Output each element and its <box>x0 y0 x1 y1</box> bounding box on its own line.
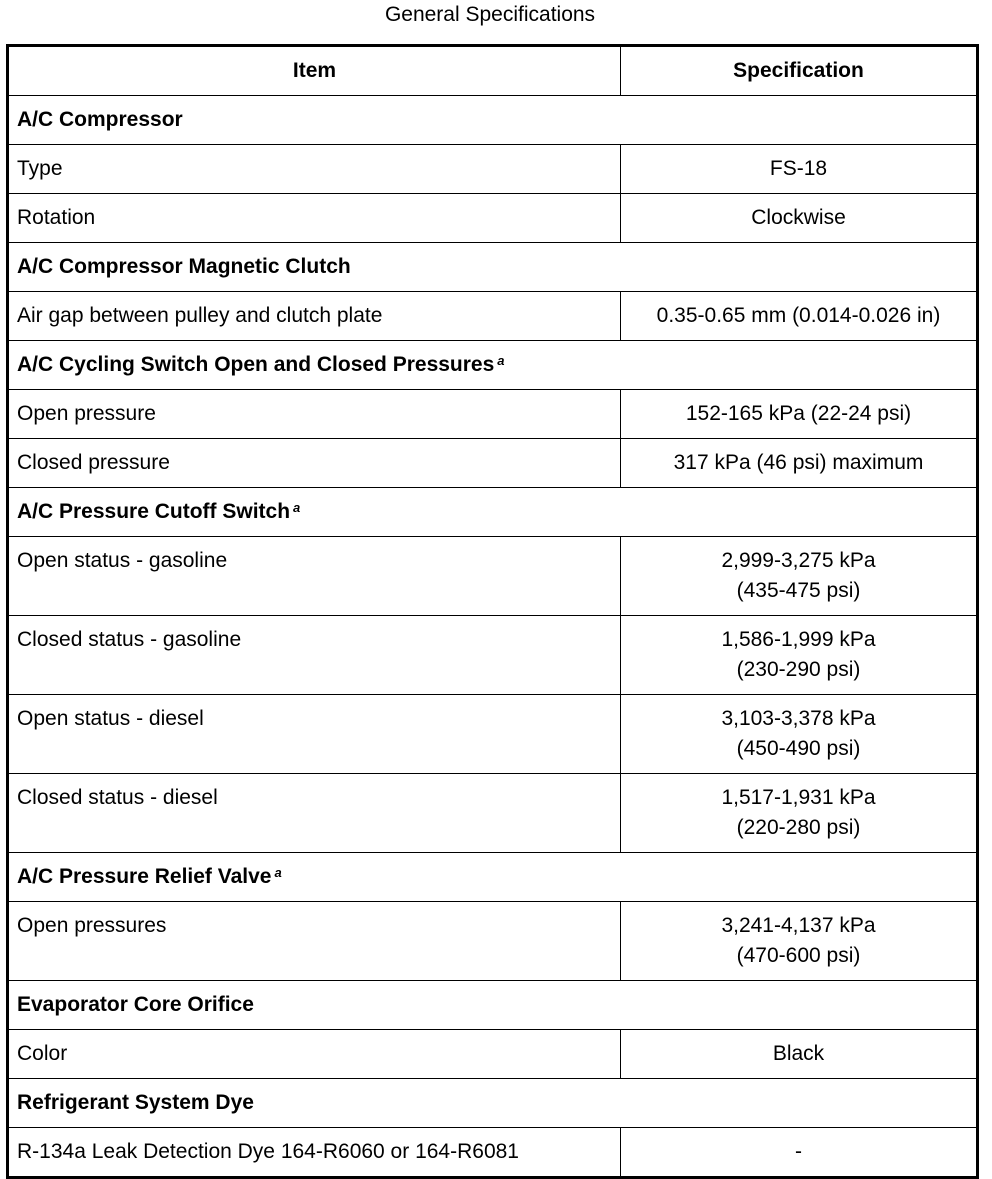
spec-line: (435-475 psi) <box>736 579 861 602</box>
item-cell: Open status - gasoline <box>8 537 621 616</box>
section-title: A/C Pressure Cutoff Switch <box>17 500 291 523</box>
footnote-marker: a <box>274 865 282 880</box>
table-row <box>8 145 978 194</box>
spec-line: FS-18 <box>769 157 828 180</box>
spec-cell <box>621 1128 978 1178</box>
table-row <box>8 616 978 695</box>
section-title: A/C Pressure Relief Valve <box>17 865 272 888</box>
table-row <box>8 390 978 439</box>
spec-line: 152-165 kPa (22-24 psi) <box>685 402 912 425</box>
header-specification: Specification <box>621 46 978 96</box>
spec-cell <box>621 390 978 439</box>
section-row <box>8 853 978 902</box>
table-caption: General Specifications <box>384 3 596 26</box>
spec-line: (220-280 psi) <box>736 816 861 839</box>
table-row <box>8 292 978 341</box>
section-title: Refrigerant System Dye <box>17 1091 254 1114</box>
spec-cell <box>621 145 978 194</box>
spec-line: 2,999-3,275 kPa <box>721 549 876 572</box>
specifications-table <box>6 44 979 1179</box>
spec-line: Clockwise <box>751 206 846 229</box>
table-row <box>8 695 978 774</box>
footnote-marker: a <box>293 500 301 515</box>
table-row <box>8 1128 978 1178</box>
section-row <box>8 1079 978 1128</box>
spec-line: 1,586-1,999 kPa <box>721 628 876 651</box>
spec-line: 0.35-0.65 mm (0.014-0.026 in) <box>656 304 941 327</box>
spec-line: (450-490 psi) <box>736 737 861 760</box>
section-row <box>8 981 978 1030</box>
spec-line: 3,241-4,137 kPa <box>721 914 876 937</box>
section-title: A/C Compressor Magnetic Clutch <box>17 255 351 278</box>
spec-cell <box>621 194 978 243</box>
item-cell: Color <box>8 1030 621 1079</box>
item-cell: Open status - diesel <box>8 695 621 774</box>
spec-line: - <box>795 1140 802 1163</box>
table-row <box>8 194 978 243</box>
section-row <box>8 341 978 390</box>
item-cell: Air gap between pulley and clutch plate <box>8 292 621 341</box>
spec-cell <box>621 292 978 341</box>
table-row <box>8 439 978 488</box>
item-cell: Closed status - gasoline <box>8 616 621 695</box>
item-cell: Closed pressure <box>8 439 621 488</box>
spec-line: 317 kPa (46 psi) maximum <box>673 451 924 474</box>
item-cell: Rotation <box>8 194 621 243</box>
section-row <box>8 96 978 145</box>
spec-line: 1,517-1,931 kPa <box>721 786 876 809</box>
item-cell: Open pressures <box>8 902 621 981</box>
table-row <box>8 1030 978 1079</box>
spec-cell <box>621 695 978 774</box>
spec-cell <box>621 616 978 695</box>
section-row <box>8 488 978 537</box>
item-cell: Closed status - diesel <box>8 774 621 853</box>
spec-line: Black <box>772 1042 825 1065</box>
spec-cell <box>621 1030 978 1079</box>
table-row <box>8 537 978 616</box>
header-row <box>8 46 978 96</box>
footnote-marker: a <box>497 353 505 368</box>
spec-cell <box>621 902 978 981</box>
item-cell: R-134a Leak Detection Dye 164-R6060 or 164-R6081 <box>8 1128 621 1178</box>
section-row <box>8 243 978 292</box>
item-cell: Open pressure <box>8 390 621 439</box>
table-body <box>8 96 978 1178</box>
spec-cell <box>621 439 978 488</box>
spec-cell <box>621 537 978 616</box>
section-title: Evaporator Core Orifice <box>17 993 254 1016</box>
spec-line: (230-290 psi) <box>736 658 861 681</box>
spec-line: (470-600 psi) <box>736 944 861 967</box>
section-title: A/C Compressor <box>17 108 183 131</box>
item-cell: Type <box>8 145 621 194</box>
spec-line: 3,103-3,378 kPa <box>721 707 876 730</box>
section-title: A/C Cycling Switch Open and Closed Pressures <box>17 353 495 376</box>
header-item: Item <box>8 46 621 96</box>
table-row <box>8 902 978 981</box>
table-row <box>8 774 978 853</box>
spec-cell <box>621 774 978 853</box>
